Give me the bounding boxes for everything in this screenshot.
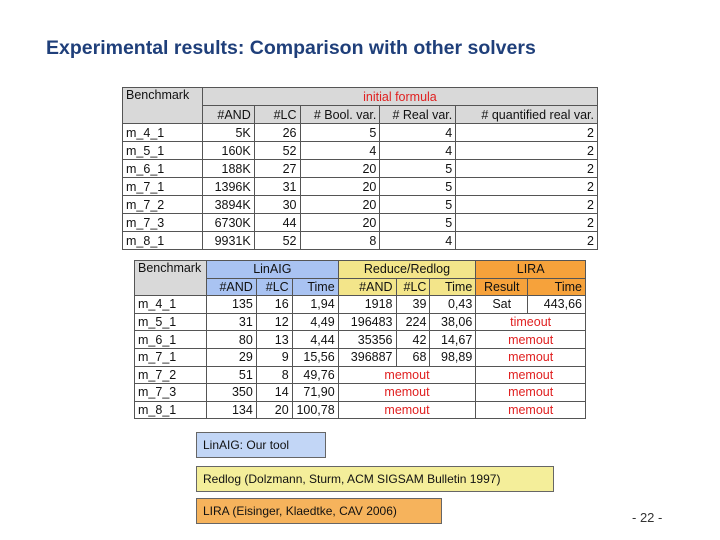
quantified-real-var-cell: 2 [456,124,598,142]
lira-status-cell: timeout [476,313,586,331]
redlog-lc-cell: 224 [396,313,430,331]
real-var-cell: 5 [380,214,456,232]
quantified-real-var-cell: 2 [456,142,598,160]
linaig-time-cell: 4,49 [292,313,338,331]
lira-status-cell: memout [476,366,586,384]
and-cell: 188K [202,160,254,178]
lc-cell: 52 [254,232,300,250]
lc-cell: 30 [254,196,300,214]
table-row [135,296,586,314]
lira-legend-note: LIRA (Eisinger, Klaedtke, CAV 2006) [196,498,442,524]
linaig-time-cell: 100,78 [292,401,338,419]
linaig-and-cell: 29 [206,348,256,366]
bool-var-cell: 8 [300,232,380,250]
and-cell: 1396K [202,178,254,196]
redlog-and-cell: 1918 [338,296,396,314]
linaig-lc-header: #LC [256,278,292,296]
quantified-real-var-cell: 2 [456,232,598,250]
table-row [135,384,586,402]
redlog-time-cell: 14,67 [430,331,476,349]
lira-result-cell: Sat [476,296,528,314]
lc-cell: 27 [254,160,300,178]
benchmark-name: m_4_1 [135,296,207,314]
benchmark-name: m_8_1 [135,401,207,419]
page-number: - 22 - [632,510,663,525]
and-cell: 3894K [202,196,254,214]
linaig-time-cell: 15,56 [292,348,338,366]
linaig-legend-note: LinAIG: Our tool [196,432,326,458]
and-cell: 160K [202,142,254,160]
linaig-lc-cell: 20 [256,401,292,419]
col-header-and: #AND [202,106,254,124]
table-row [123,196,598,214]
lira-status-cell: memout [476,331,586,349]
lira-status-cell: memout [476,401,586,419]
redlog-lc-cell: 42 [396,331,430,349]
quantified-real-var-cell: 2 [456,196,598,214]
linaig-and-header: #AND [206,278,256,296]
real-var-cell: 4 [380,232,456,250]
lira-group-header: LIRA [476,261,586,279]
linaig-lc-cell: 9 [256,348,292,366]
and-cell: 5K [202,124,254,142]
bool-var-cell: 5 [300,124,380,142]
col-header-quantified-real-var: # quantified real var. [456,106,598,124]
linaig-and-cell: 31 [206,313,256,331]
lc-cell: 26 [254,124,300,142]
redlog-and-cell: 396887 [338,348,396,366]
real-var-cell: 5 [380,196,456,214]
linaig-time-cell: 49,76 [292,366,338,384]
benchmark-header: Benchmark [135,261,207,296]
solver-comparison-table [134,260,586,419]
benchmark-name: m_6_1 [135,331,207,349]
initial-formula-header: initial formula [202,88,597,106]
and-cell: 6730K [202,214,254,232]
linaig-time-cell: 71,90 [292,384,338,402]
linaig-lc-cell: 13 [256,331,292,349]
lira-time-header: Time [528,278,586,296]
col-header-lc: #LC [254,106,300,124]
benchmark-name: m_7_2 [123,196,203,214]
linaig-lc-cell: 8 [256,366,292,384]
slide-title: Experimental results: Comparison with other solvers [46,37,536,59]
table-row [135,313,586,331]
linaig-lc-cell: 12 [256,313,292,331]
real-var-cell: 5 [380,178,456,196]
table-row [123,160,598,178]
initial-formula-table [122,87,598,250]
table-row [123,124,598,142]
redlog-and-header: #AND [338,278,396,296]
lira-status-cell: memout [476,348,586,366]
quantified-real-var-cell: 2 [456,214,598,232]
redlog-status-cell: memout [338,384,476,402]
linaig-and-cell: 51 [206,366,256,384]
bool-var-cell: 20 [300,178,380,196]
table-row [123,178,598,196]
redlog-status-cell: memout [338,401,476,419]
linaig-and-cell: 134 [206,401,256,419]
bool-var-cell: 20 [300,196,380,214]
lc-cell: 44 [254,214,300,232]
bool-var-cell: 20 [300,214,380,232]
linaig-and-cell: 350 [206,384,256,402]
benchmark-name: m_7_3 [135,384,207,402]
linaig-and-cell: 135 [206,296,256,314]
redlog-time-cell: 38,06 [430,313,476,331]
benchmark-name: m_7_1 [135,348,207,366]
linaig-time-header: Time [292,278,338,296]
real-var-cell: 4 [380,142,456,160]
benchmark-name: m_7_2 [135,366,207,384]
bool-var-cell: 4 [300,142,380,160]
table-row [135,331,586,349]
table-row [123,214,598,232]
table-row [135,366,586,384]
benchmark-name: m_5_1 [123,142,203,160]
lc-cell: 31 [254,178,300,196]
benchmark-header: Benchmark [123,88,203,124]
quantified-real-var-cell: 2 [456,160,598,178]
lira-result-header: Result [476,278,528,296]
lira-time-cell: 443,66 [528,296,586,314]
col-header-bool-var: # Bool. var. [300,106,380,124]
table-row [123,142,598,160]
benchmark-name: m_7_3 [123,214,203,232]
redlog-group-header: Reduce/Redlog [338,261,476,279]
real-var-cell: 5 [380,160,456,178]
linaig-time-cell: 1,94 [292,296,338,314]
quantified-real-var-cell: 2 [456,178,598,196]
col-header-real-var: # Real var. [380,106,456,124]
benchmark-name: m_5_1 [135,313,207,331]
benchmark-name: m_6_1 [123,160,203,178]
redlog-lc-header: #LC [396,278,430,296]
linaig-time-cell: 4,44 [292,331,338,349]
benchmark-name: m_8_1 [123,232,203,250]
real-var-cell: 4 [380,124,456,142]
table-row [123,232,598,250]
linaig-lc-cell: 14 [256,384,292,402]
redlog-lc-cell: 68 [396,348,430,366]
redlog-lc-cell: 39 [396,296,430,314]
redlog-legend-note: Redlog (Dolzmann, Sturm, ACM SIGSAM Bulletin 1997) [196,466,554,492]
redlog-status-cell: memout [338,366,476,384]
redlog-time-header: Time [430,278,476,296]
lira-status-cell: memout [476,384,586,402]
linaig-group-header: LinAIG [206,261,338,279]
linaig-and-cell: 80 [206,331,256,349]
table-row [135,348,586,366]
table-row [135,401,586,419]
and-cell: 9931K [202,232,254,250]
bool-var-cell: 20 [300,160,380,178]
linaig-lc-cell: 16 [256,296,292,314]
lc-cell: 52 [254,142,300,160]
redlog-and-cell: 35356 [338,331,396,349]
redlog-time-cell: 0,43 [430,296,476,314]
benchmark-name: m_4_1 [123,124,203,142]
redlog-time-cell: 98,89 [430,348,476,366]
redlog-and-cell: 196483 [338,313,396,331]
benchmark-name: m_7_1 [123,178,203,196]
